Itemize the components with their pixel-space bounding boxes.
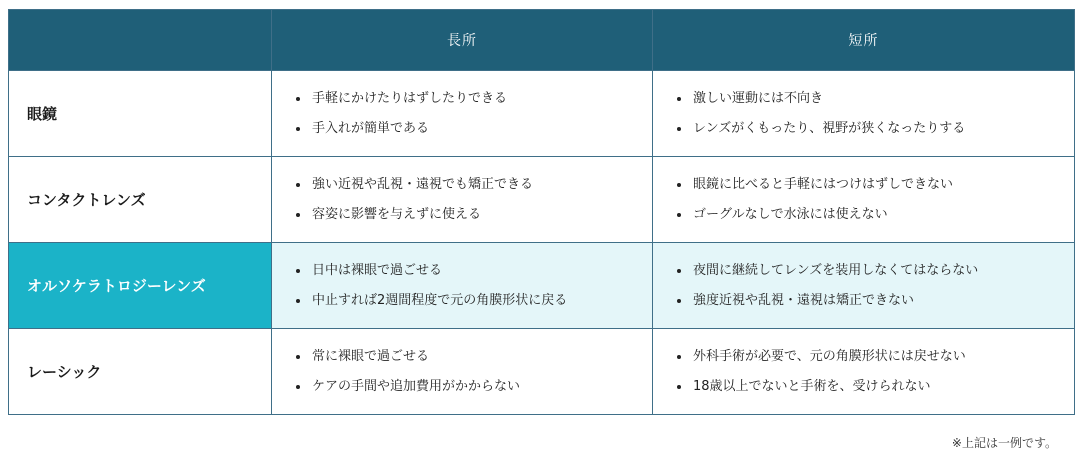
row-label: オルソケラトロジーレンズ <box>9 243 272 329</box>
pros-list <box>292 90 652 137</box>
list-item <box>673 378 1074 395</box>
table-body <box>9 71 1075 415</box>
header-blank-cell <box>9 10 272 71</box>
list-item <box>673 206 1074 223</box>
header-cons: 短所 <box>653 10 1075 71</box>
cons-list <box>673 176 1074 223</box>
list-item <box>292 378 652 395</box>
table-row <box>9 157 1075 243</box>
cons-cell <box>653 157 1075 243</box>
bullet-icon <box>677 299 681 303</box>
table-row <box>9 71 1075 157</box>
pros-cell <box>272 71 653 157</box>
table-row <box>9 329 1075 415</box>
list-item-text: 強い近視や乱視・遠視でも矯正できる <box>312 177 534 192</box>
cons-cell <box>653 71 1075 157</box>
list-item <box>673 348 1074 365</box>
bullet-icon <box>677 97 681 101</box>
list-item <box>673 90 1074 107</box>
footnote: ※上記は一例です。 <box>951 436 1057 450</box>
list-item <box>673 120 1074 137</box>
list-item-text: ゴーグルなしで水泳には使えない <box>693 207 888 222</box>
list-item <box>673 176 1074 193</box>
pros-cell <box>272 329 653 415</box>
list-item-text: 外科手術が必要で、元の角膜形状には戻せない <box>693 349 966 364</box>
bullet-icon <box>296 127 300 131</box>
list-item-text: 手軽にかけたりはずしたりできる <box>312 91 508 106</box>
header-pros: 長所 <box>272 10 653 71</box>
bullet-icon <box>677 355 681 359</box>
table-row-highlighted <box>9 243 1075 329</box>
cons-list <box>673 262 1074 309</box>
bullet-icon <box>677 183 681 187</box>
list-item <box>673 262 1074 279</box>
list-item-text: 中止すれば2週間程度で元の角膜形状に戻る <box>312 293 568 308</box>
list-item-text: 激しい運動には不向き <box>693 91 824 106</box>
table-header <box>9 10 1075 71</box>
bullet-icon <box>296 355 300 359</box>
row-label: コンタクトレンズ <box>9 157 272 243</box>
bullet-icon <box>677 213 681 217</box>
comparison-table <box>8 9 1075 415</box>
pros-cell <box>272 157 653 243</box>
list-item <box>673 292 1074 309</box>
comparison-table-container <box>8 9 1074 415</box>
list-item <box>292 176 652 193</box>
list-item-text: レンズがくもったり、視野が狭くなったりする <box>693 121 966 136</box>
cons-cell <box>653 329 1075 415</box>
list-item-text: 常に裸眼で過ごせる <box>312 349 430 364</box>
list-item <box>292 90 652 107</box>
pros-list <box>292 176 652 223</box>
pros-cell <box>272 243 653 329</box>
pros-list <box>292 348 652 395</box>
bullet-icon <box>296 97 300 101</box>
cons-cell <box>653 243 1075 329</box>
list-item <box>292 206 652 223</box>
list-item-text: ケアの手間や追加費用がかからない <box>312 379 521 394</box>
bullet-icon <box>677 385 681 389</box>
list-item-text: 強度近視や乱視・遠視は矯正できない <box>693 293 915 308</box>
bullet-icon <box>677 269 681 273</box>
bullet-icon <box>296 299 300 303</box>
bullet-icon <box>296 183 300 187</box>
list-item-text: 夜間に継続してレンズを装用しなくてはならない <box>693 263 979 278</box>
list-item <box>292 120 652 137</box>
list-item-text: 18歳以上でないと手術を、受けられない <box>693 379 931 394</box>
row-label: 眼鏡 <box>9 71 272 157</box>
bullet-icon <box>677 127 681 131</box>
header-row <box>9 10 1075 71</box>
list-item <box>292 348 652 365</box>
cons-list <box>673 348 1074 395</box>
row-label: レーシック <box>9 329 272 415</box>
list-item-text: 容姿に影響を与えずに使える <box>312 207 482 222</box>
cons-list <box>673 90 1074 137</box>
list-item <box>292 262 652 279</box>
bullet-icon <box>296 269 300 273</box>
list-item-text: 日中は裸眼で過ごせる <box>312 263 443 278</box>
list-item-text: 眼鏡に比べると手軽にはつけはずしできない <box>693 177 954 192</box>
list-item <box>292 292 652 309</box>
bullet-icon <box>296 385 300 389</box>
list-item-text: 手入れが簡単である <box>312 121 430 136</box>
bullet-icon <box>296 213 300 217</box>
pros-list <box>292 262 652 309</box>
